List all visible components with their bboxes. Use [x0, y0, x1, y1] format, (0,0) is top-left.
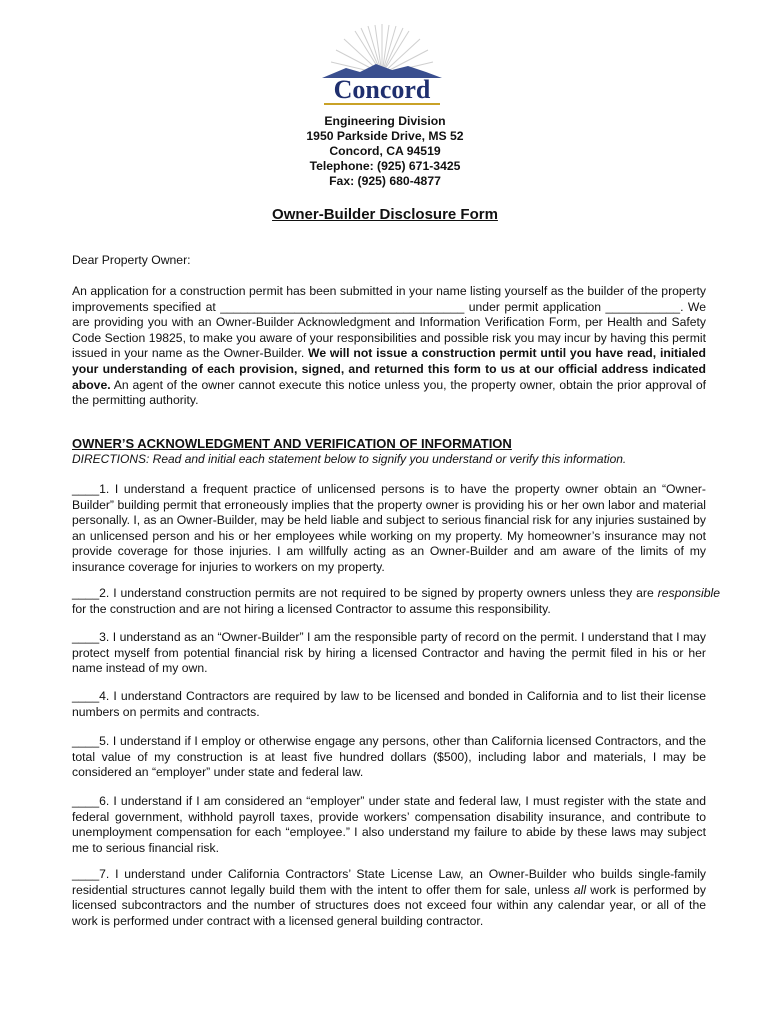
statement-6[interactable]: ____6. I understand if I am considered an “employer” under state and federal law, I must register with the state and federal government, withhold payroll taxes, provide workers’ compensation disability insurance, and contribute to unemployment compensation for each “employee.” I also understand my failure to abide by these laws may subject me to serious financial risk. [72, 794, 706, 855]
statement-7-text: ____7. I understand under California Contractors’ State License Law, an Owner-Builder who builds single-family residential structures cannot legally build them with the intent to offer them for sale, unless [72, 867, 706, 897]
street-address: 1950 Parkside Drive, MS 52 [306, 129, 464, 143]
intro-text-1: An application for a construction permit has been submitted in your name listing yourself as the builder of the property improvements specified at [72, 284, 706, 314]
telephone: Telephone: (925) 671-3425 [309, 159, 461, 173]
address-blank[interactable]: ____________________________________ [220, 299, 465, 314]
statement-4[interactable]: ____4. I understand Contractors are required by law to be licensed and bonded in California and to list their license numbers on permits and contracts. [72, 689, 706, 719]
statement-1[interactable]: ____1. I understand a frequent practice of unlicensed persons is to have the property owner obtain an “Owner-Builder” building permit that erroneously implies that the property owner is providing his or her own labor and material personally. I, as an Owner-Builder, may be held liable and subject to serious financial risk for any injuries sustained by an unlicensed person and his or her employees while working on my property. My homeowner’s insurance may not provide coverage for those injuries. I am willfully acting as an Owner-Builder and am aware of the limits of my insurance coverage for injuries to workers on my property. [72, 482, 706, 574]
statement-7-text-end: work is performed by licensed subcontractors and the number of structures does not exceed four within any calendar year, or all of the work is performed under contract with a licensed general building contractor. [72, 882, 706, 928]
statement-7-italic: all [573, 882, 587, 897]
statement-2[interactable] [72, 586, 720, 617]
section-title: OWNER’S ACKNOWLEDGMENT AND VERIFICATION OF INFORMATION [72, 436, 512, 451]
fax: Fax: (925) 680-4877 [329, 174, 441, 188]
address-block [0, 114, 770, 189]
greeting: Dear Property Owner: [72, 253, 191, 267]
statement-5[interactable]: ____5. I understand if I employ or otherwise engage any persons, other than California licensed Contractors, and the total value of my construction is at least five hundred dollars ($500), including labor and materials, I may be considered an “employer” under state and federal law. [72, 734, 706, 780]
statement-2-italic: responsible [657, 586, 720, 600]
concord-logo [316, 22, 448, 114]
intro-text-3: . We are providing you with an Owner-Builder Acknowledgment and Information Verification Form, per Health and Safety Code Section 19825, to make you aware of your responsibilities and possible risk you may incur by having this permit issued in your name as the Owner-Builder. [72, 299, 706, 361]
division-name: Engineering Division [324, 114, 446, 128]
intro-text-2: under permit application [464, 299, 606, 314]
statement-3[interactable]: ____3. I understand as an “Owner-Builder” I am the responsible party of record on the permit. I understand that I may protect myself from potential financial risk by hiring a licensed Contractor and having the permit filed in his or her name instead of my own. [72, 630, 706, 676]
intro-bold-warning: We will not issue a construction permit until you have read, initialed your understanding of each provision, signed, and returned this form to us at our official address indicated above. [72, 346, 706, 392]
statement-2-text: ____2. I understand construction permits are not required to be signed by property owners unless they are [72, 586, 658, 600]
statement-7[interactable] [72, 867, 706, 929]
permit-number-blank[interactable]: ___________ [605, 299, 681, 314]
city-state-zip: Concord, CA 94519 [329, 144, 441, 158]
intro-paragraph [72, 284, 706, 409]
statement-2-text-end: for the construction and are not hiring a licensed Contractor to assume this responsibility. [72, 601, 551, 616]
form-title: Owner-Builder Disclosure Form [272, 206, 498, 223]
directions: DIRECTIONS: Read and initial each statement below to signify you understand or verify this information. [72, 452, 627, 466]
logo-wordmark: Concord [333, 75, 431, 104]
intro-text-4: An agent of the owner cannot execute this notice unless you, the property owner, obtain the prior approval of the permitting authority. [72, 377, 706, 408]
